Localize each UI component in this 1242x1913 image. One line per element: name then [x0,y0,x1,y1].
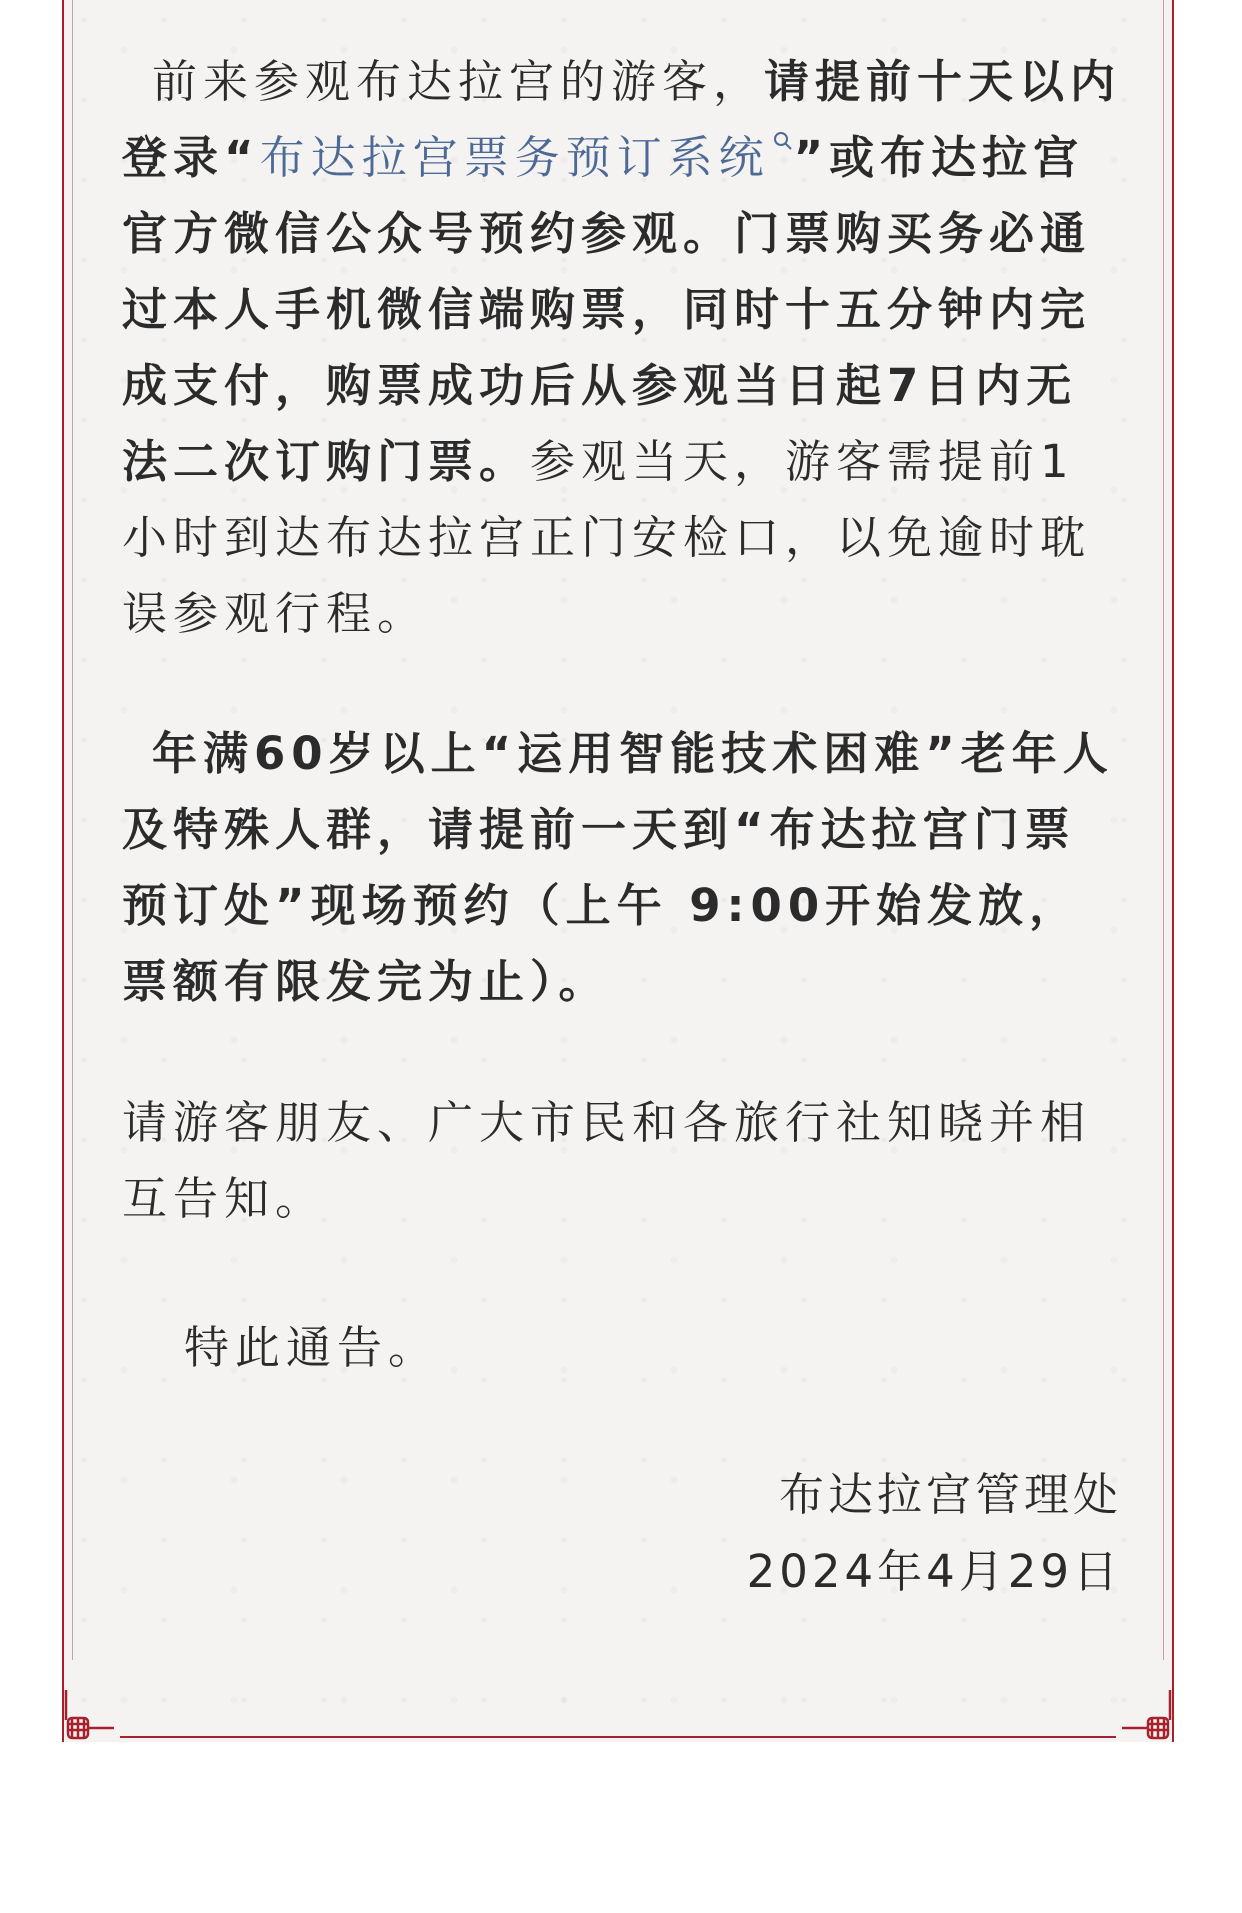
text-arrival-rules: 参观当天，游客需提前1小时到达布达拉宫正门安检口，以免逾时耽误参观行程。 [122,435,1092,640]
text-purchase-rules: ”或布达拉宫官方微信公众号预约参观。门票购买务必通过本人手机微信端购票，同时十五分钟内完成支付，购票成功后从参观当日起7日内无法二次订购门票。 [122,131,1092,488]
left-inner-border [72,0,73,1660]
paragraph-booking [122,44,1122,652]
ticket-system-link[interactable]: 布达拉宫票务预订系统 [259,131,770,184]
signature-date: 2024年4月29日 [746,1545,1122,1598]
right-inner-border [1163,0,1164,1660]
paragraph-closing: 特此通告。 [184,1321,440,1374]
text-login-instruction: 请提前十天以内登录“ [122,55,1122,184]
paragraph-elderly: 年满60岁以上“运用智能技术困难”老年人及特殊人群，请提前一天到“布达拉宫门票预订处”现场预约（上午 9:00开始发放，票额有限发完为止）。 [122,727,1114,1008]
signature-organization: 布达拉宫管理处 [778,1468,1122,1521]
bottom-border [120,1736,1116,1738]
paragraph-inform: 请游客朋友、广大市民和各旅行社知晓并相互告知。 [122,1096,1092,1225]
chinese-knot-ornament-icon [58,1690,114,1746]
text-intro: 前来参观布达拉宫的游客， [152,55,765,108]
chinese-knot-ornament-icon [1122,1690,1178,1746]
search-icon[interactable] [772,130,794,152]
